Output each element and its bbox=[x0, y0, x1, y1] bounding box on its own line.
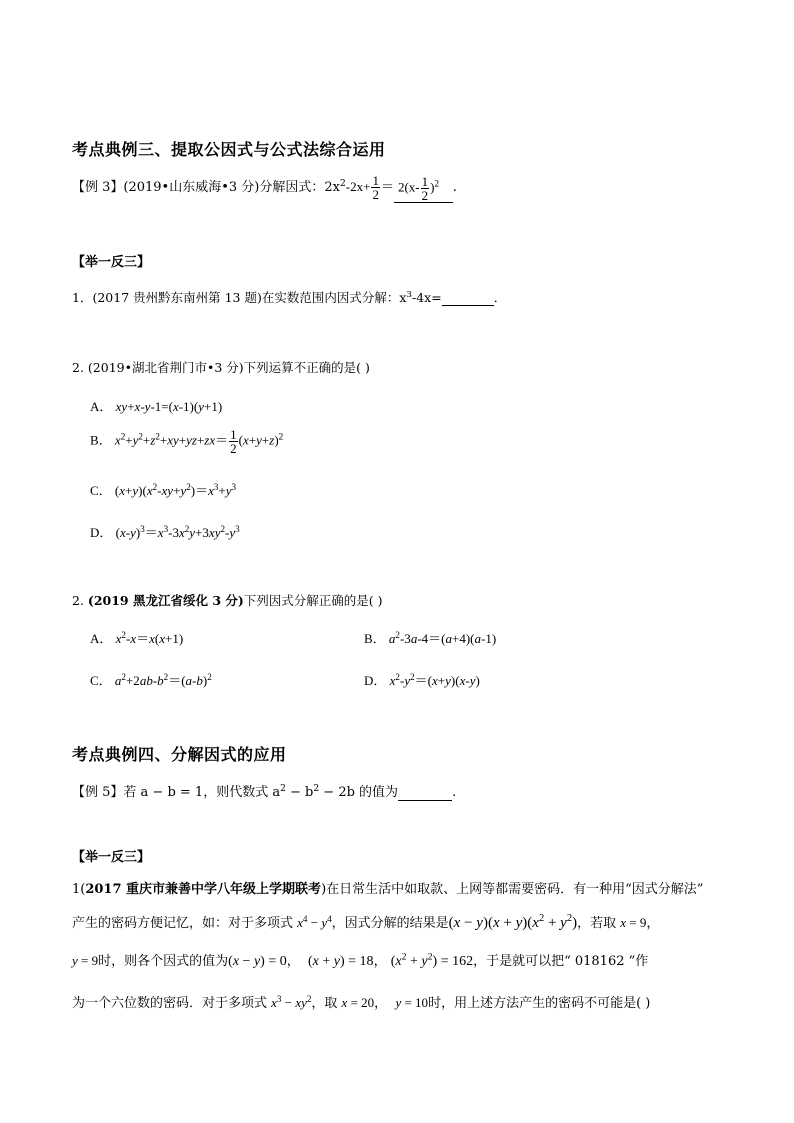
example-5: 【例 5】若 a − b = 1，则代数式 $a^2 - b^2 - 2b$ 的值为 . bbox=[72, 784, 457, 800]
section-heading-3: 考点典例三、提取公因式与公式法综合运用 bbox=[72, 140, 386, 159]
question-line-4: 为一个六位数的密码．对于多项式 $x^3 - xy^2$，取 x = 20， y = 10时，用上述方法产生的密码不可能是( ) bbox=[72, 994, 651, 1011]
example-3-source: (2019•山东威海•3 分) bbox=[123, 180, 260, 195]
example-3-stem: 分解因式：2x bbox=[259, 180, 340, 195]
question-line-2: 产生的密码方便记忆，如：对于多项式 $x^4 - y^4$，因式分解的结果是$(x - y)(x + y)(x^2 + y^2)$，若取 x = 9， bbox=[72, 913, 660, 931]
option-a: A． xy+x-y-1=(x-1)(y+1) bbox=[90, 399, 223, 414]
answer-blank bbox=[442, 290, 494, 306]
section-heading-4: 考点典例四、分解因式的应用 bbox=[72, 745, 287, 764]
question-3: 2. (2019 黑龙江省绥化 3 分)下列因式分解正确的是( ) bbox=[72, 593, 383, 608]
option-c: C． $a^2+2ab-b^2=(a-b)^2$ bbox=[90, 672, 212, 688]
question-2: 2. (2019•湖北省荆门市•3 分)下列运算不正确的是( ) bbox=[72, 360, 370, 375]
practice-heading-1: 【举一反三】 bbox=[72, 255, 151, 270]
answer-blank: 2(x- $\frac{1}{2}$ )$^2$ bbox=[394, 175, 453, 203]
example-3: 【例 3】(2019•山东威海•3 分)分解因式：$2x^2-2x+$ $\frac{1}{2}$ ＝ 2(x- $\frac{1}{2}$ )$^2$ . bbox=[72, 173, 457, 203]
question-line-1: 1(2017 重庆市兼善中学八年级上学期联考)在日常生活中如取款、上网等都需要密码．有一种用“因式分解法” bbox=[72, 882, 704, 897]
practice-heading-2: 【举一反三】 bbox=[72, 850, 151, 865]
option-c: C． $(x+y)(x^2-xy+y^2)=x^3+y^3$ bbox=[90, 482, 237, 498]
question-line-3: y = 9时，则各个因式的值为(x − y) = 0， (x + y) = 18， $(x^2 + y^2) = 162$，于是就可以把“ 018162 ”作 bbox=[72, 951, 649, 969]
option-b: B． $x^2+y^2+z^2+xy+yz+zx=$ $\frac{1}{2}$ $(x+y+z)^2$ bbox=[90, 427, 284, 456]
example-3-tag: 【例 3】 bbox=[72, 180, 124, 195]
option-d: D． $x^2-y^2=(x+y)(x-y)$ bbox=[364, 672, 480, 688]
option-b: B． $a^2-3a-4=(a+4)(a-1)$ bbox=[364, 630, 497, 646]
answer-blank bbox=[398, 785, 452, 801]
option-a: A． $x^2-x=x(x+1)$ bbox=[90, 630, 184, 646]
question-1: 1．(2017 贵州黔东南州第 13 题)在实数范围内因式分解：$x^3-4x=$ ． bbox=[72, 290, 507, 305]
option-d: D． $(x-y)^3=x^3-3x^2y+3xy^2-y^3$ bbox=[90, 524, 240, 540]
fraction-half: $\frac{1}{2}$ bbox=[372, 173, 379, 202]
